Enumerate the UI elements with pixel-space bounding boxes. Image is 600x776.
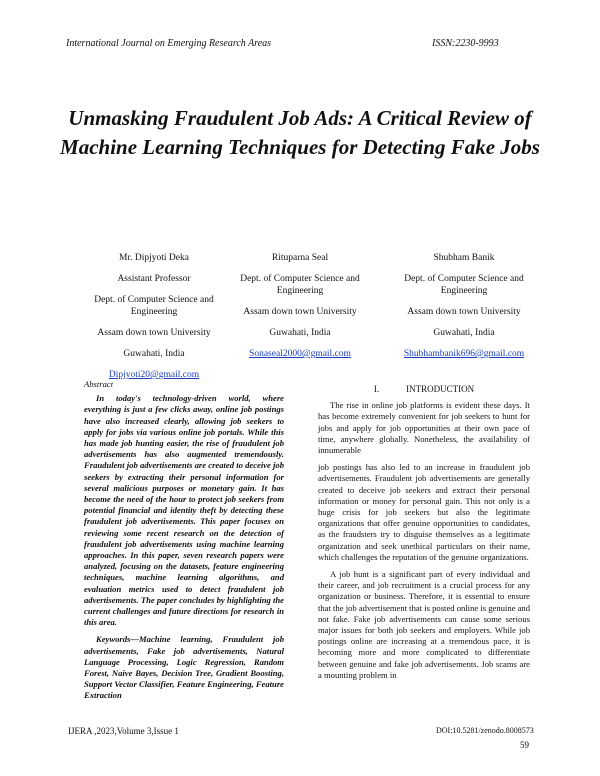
- author-city: Guwahati, India: [433, 328, 495, 338]
- paper-title: Unmasking Fraudulent Job Ads: A Critical Review of Machine Learning Techniques for Detecting Fake Jobs: [60, 106, 540, 159]
- author-email-link[interactable]: Dipjyoti20@gmail.com: [108, 370, 200, 380]
- author-name: Mr. Dipjyoti Deka: [119, 253, 189, 263]
- abstract-body: In today's technology-driven world, where everything is just a few clicks away, online job postings have also increased clearly, allowing job seekers to apply for jobs via various online job portals. While this has made job hunting easier, the rise of fraudulent job advertisements has also augmented tremendously. Fraudulent job advertisements are created to deceive job seekers by extracting their personal information for several malicious purposes or monetary gain. It has become the need of the hour to protect job seekers from potential financial and identity theft by detecting these fraudulent job advertisements. This paper focuses on reviewing some recent research on the detection of fraudulent job advertisements using machine learning approaches. In this paper, seven research papers were analyzed, focusing on the datasets, feature engineering techniques, machine learning algorithms, and evaluation metrics used to detect fraudulent job advertisements. The paper concludes by highlighting the current challenges and future directions for research in this area.: [84, 393, 284, 628]
- author-3: [394, 252, 534, 369]
- section-heading: I. INTRODUCTION: [373, 384, 475, 394]
- introduction-section: [318, 384, 530, 687]
- author-role: Assistant Professor: [117, 274, 191, 284]
- footer-doi: DOI:10.5281/zenodo.8008573: [436, 726, 534, 735]
- author-1: [84, 252, 224, 390]
- page-number: 59: [520, 740, 529, 750]
- author-email-link[interactable]: Shubhambanik696@gmail.com: [403, 349, 525, 359]
- author-name: Shubham Banik: [433, 253, 495, 263]
- author-city: Guwahati, India: [123, 349, 185, 359]
- issn: ISSN:2230-9993: [432, 38, 499, 49]
- author-2: [230, 252, 370, 369]
- author-name: Rituparna Seal: [271, 253, 329, 263]
- author-university: Assam down town University: [407, 307, 521, 317]
- author-dept: Dept. of Computer Science and Engineering: [240, 274, 360, 296]
- author-city: Guwahati, India: [269, 328, 331, 338]
- author-dept: Dept. of Computer Science and Engineering: [404, 274, 524, 296]
- author-dept: Dept. of Computer Science and Engineering: [94, 295, 214, 317]
- abstract-section: [84, 379, 284, 702]
- keywords: Keywords—Machine learning, Fraudulent job advertisements, Fake job advertisements, Natural Language Processing, Logic Regression, Random Forest, Naive Bayes, Decision Tree, Gradient Boosting, Support Vector Classifier, Feature Engineering, Feature Extraction: [84, 634, 284, 701]
- paragraph: A job hunt is a significant part of every individual and their career, and job recruitment is a crucial process for any organization or business. Therefore, it is essential to ensure that the job advertisement that is posted online is genuine and not fake. Fake job advertisements can cause some serious major issues for both job seekers and employers. While job postings online are increasing at a tremendous pace, it is becoming more and more complicated to differentiate between genuine and fake job advertisements. Job scams are a mounting problem in: [318, 569, 530, 680]
- author-university: Assam down town University: [243, 307, 357, 317]
- footer-citation: IJERA ,2023,Volume 3,Issue 1: [68, 726, 179, 736]
- journal-name: International Journal on Emerging Research Areas: [66, 38, 272, 49]
- abstract-heading: Abstract: [84, 379, 114, 389]
- author-email-link[interactable]: Sonaseal2000@gmail.com: [249, 349, 351, 359]
- paragraph: job postings has also led to an increase in fraudulent job advertisements. Fraudulent job advertisements are generally created to deceive job seekers and extract their personal information or money for personal gain. This not only is a huge crisis for job seekers but also the legitimate organizations that offer genuine opportunities to candidates, as the fraudsters try to disguise themselves as a legitimate organization and seek unethical particulars on their name, which challenges the reputation of the genuine organizations.: [318, 462, 530, 562]
- paragraph: The rise in online job platforms is evident these days. It has become extremely convenient for job seekers to hunt for jobs and apply for job opportunities at their own pace of time, anywhere globally. Nonetheless, the availability of innumerable: [318, 400, 530, 456]
- author-university: Assam down town University: [97, 328, 211, 338]
